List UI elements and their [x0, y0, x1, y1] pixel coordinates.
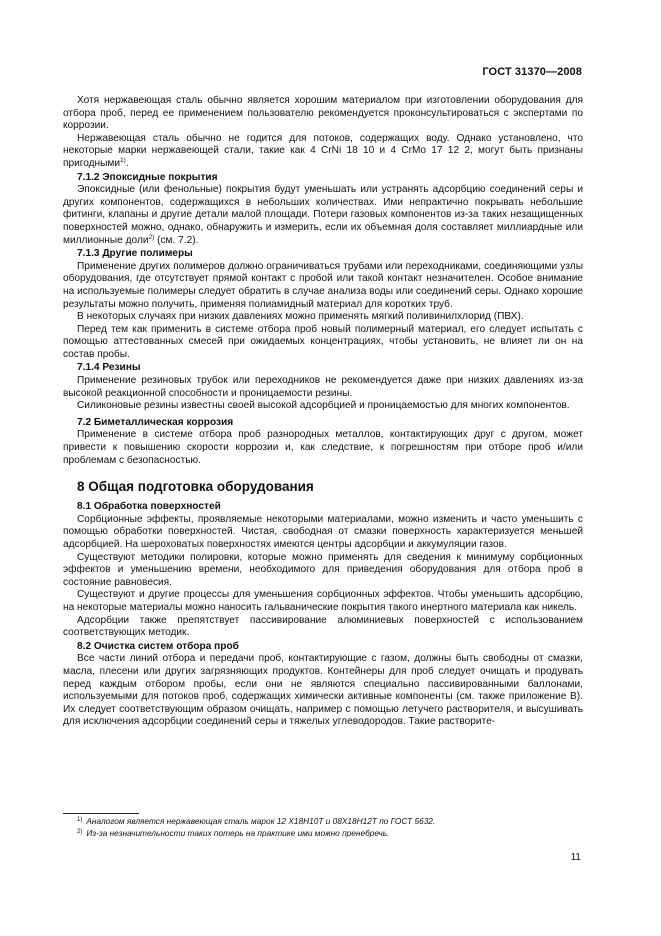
page-number: 11	[570, 852, 581, 863]
footnote-text: Из-за незначительности таких потерь на практике ими можно пренебречь.	[86, 827, 390, 838]
footnote-marker: 1)	[77, 817, 83, 823]
paragraph: Применение других полимеров должно ограничиваться трубами или переходниками, соединяющими узлы оборудования, где отсутствует прямой контакт с пробой или такой контакт незначителен. Особое внимание на используемые полимеры следует обратить в случае анализа воды или соединений серы. Однако хорошие результаты можно получить, применяя полиамидный материал для коротких труб.	[63, 260, 583, 310]
section-heading-7-1-2: 7.1.2 Эпоксидные покрытия	[77, 171, 218, 183]
paragraph: Силиконовые резины известны своей высокой адсорбцией и проницаемостью для многих компонентов.	[77, 400, 570, 412]
paragraph-text-end: .	[125, 157, 129, 169]
footnote-divider	[63, 813, 139, 814]
paragraph	[63, 184, 583, 247]
paragraph: Применение резиновых трубок или переходников не рекомендуется даже при низких давлениях из-за высокой реакционной способности и проницаемости резины.	[63, 375, 583, 399]
footnotes	[63, 816, 583, 840]
body-text	[63, 95, 583, 729]
paragraph	[63, 133, 583, 171]
footnote	[63, 816, 583, 828]
chapter-heading-8: 8 Общая подготовка оборудования	[77, 479, 314, 495]
paragraph: Адсорбции также препятствует пассивирование алюминиевых поверхностей с использованием соответствующих методик.	[63, 614, 583, 639]
section-heading-7-2: 7.2 Биметаллическая коррозия	[77, 416, 234, 428]
paragraph: В некоторых случаях при низких давлениях можно применять мягкий поливинилхлорид (ПВХ).	[77, 311, 524, 323]
document-code: ГОСТ 31370—2008	[482, 66, 582, 78]
section-heading-7-1-4: 7.1.4 Резины	[77, 362, 141, 374]
paragraph: Существуют и другие процессы для уменьшения сорбционных эффектов. Чтобы уменьшить адсорбцию, на некоторые материалы можно наносить гальванические покрытия такого инертного материала как никель.	[63, 589, 583, 613]
footnote-ref: 2)	[148, 233, 155, 241]
paragraph: Существуют методики полировки, которые можно применять для сведения к минимуму сорбционных эффектов и уменьшению времени, необходимого для приведения оборудования для отбора проб в состояние равновесия.	[63, 551, 583, 588]
paragraph: Применение в системе отбора проб разнородных металлов, контактирующих друг с другом, может привести к повышению скорости коррозии и, как следствие, к погрешностям при отборе проб и/или проблемам с безопасностью.	[63, 429, 583, 466]
footnote-ref: 1)	[120, 156, 126, 164]
paragraph-text: Нержавеющая сталь обычно не годится для потоков, содержащих воду. Однако установлено, что некоторые марки нержавеющей стали, такие как 4 CrNi 18 10 и 4 CrMo 17 12 2, могут быть признаны пригодными	[63, 132, 583, 169]
footnote-marker: 2)	[77, 828, 83, 835]
paragraph: Все части линий отбора и передачи проб, контактирующие с газом, должны быть свободны от смазки, масла, плесени или других загрязняющих продуктов. Контейнеры для проб следует очищать и продувать перед каждым отбором пробы, если они не являются специально пассивированными баллонами, используемыми для потоков проб, содержащих химически активные компоненты (см. также приложение В). Их следует соответствующим образом очищать, например с помощью летучего растворителя, и высушивать для исключения адсорбции соединений серы и тяжелых углеводородов. Такие растворите-	[63, 653, 583, 728]
section-heading-8-1: 8.1 Обработка поверхностей	[77, 501, 221, 513]
footnote	[63, 828, 583, 840]
section-heading-8-2: 8.2 Очистка систем отбора проб	[77, 640, 239, 652]
paragraph-text-end: (см. 7.2).	[154, 234, 199, 246]
paragraph: Сорбционные эффекты, проявляемые некоторыми материалами, можно изменить и часто уменьшить с помощью обработки поверхностей. Чистая, свободная от смазки поверхность характеризуется меньшей адсорбцией. На шероховатых поверхностях имеются центры адсорбции и аккумуляции газов.	[63, 513, 583, 550]
section-heading-7-1-3: 7.1.3 Другие полимеры	[77, 248, 193, 260]
paragraph: Хотя нержавеющая сталь обычно является хорошим материалом при изготовлении оборудования для отбора проб, перед ее применением пользователю рекомендуется проконсультироваться с экспертами по коррозии.	[63, 95, 583, 132]
footnote-text: Аналогом является нержавеющая сталь марок 12 Х18Н10Т и 08Х18Н12Т по ГОСТ 5632.	[86, 816, 436, 826]
paragraph: Перед тем как применить в системе отбора проб новый полимерный материал, его следует испытать с помощью аттестованных смесей при ожидаемых концентрациях, чтобы установить, не влияет ли он на состав пробы.	[63, 323, 583, 360]
paragraph-text: Эпоксидные (или фенольные) покрытия будут уменьшать или устранять адсорбцию соединений серы и других компонентов, содержащихся в небольших количествах. Ими непрактично покрывать небольшие фитинги, клапаны и другие детали малой площади. Потери газовых компонентов из-за таких незащищенных поверхностей можно, однако, обнаружить и измерить, если их объемная доля составляет миллиардные или миллионные доли	[63, 184, 583, 246]
